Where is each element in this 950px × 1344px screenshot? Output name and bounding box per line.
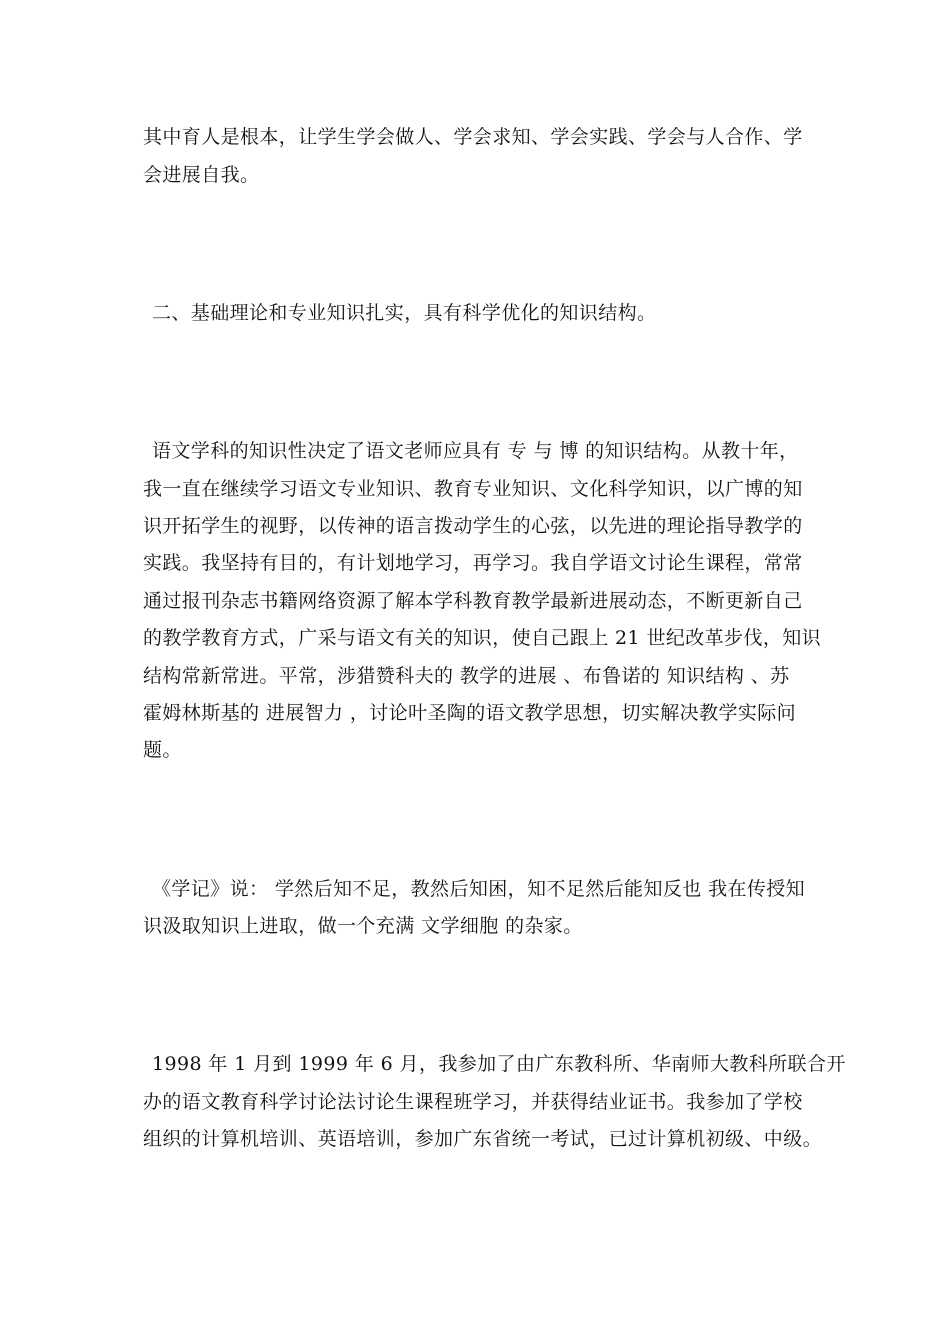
- paragraph-3-line-5: 通过报刊杂志书籍网络资源了解本学科教育教学最新进展动态，不断更新自己: [143, 590, 803, 612]
- paragraph-3-line-1: 语文学科的知识性决定了语文老师应具有 专 与 博 的知识结构。从教十年，: [152, 440, 799, 462]
- paragraph-3-line-6: 的教学教育方式，广采与语文有关的知识，使自己跟上 21 世纪改革步伐，知识: [143, 627, 822, 649]
- paragraph-3-line-2: 我一直在继续学习语文专业知识、教育专业知识、文化科学知识，以广博的知: [143, 478, 803, 500]
- paragraph-1-line-2: 会进展自我。: [143, 164, 260, 186]
- paragraph-3-line-7: 结构常新常进。平常，涉猎赞科夫的 教学的进展 、布鲁诺的 知识结构 、苏: [143, 665, 790, 687]
- paragraph-4-line-2: 识汲取知识上进取，做一个充满 文学细胞 的杂家。: [143, 915, 583, 937]
- paragraph-3-line-9: 题。: [143, 739, 182, 761]
- paragraph-3-line-3: 识开拓学生的视野，以传神的语言拨动学生的心弦，以先进的理论指导教学的: [143, 515, 803, 537]
- paragraph-3-line-8: 霍姆林斯基的 进展智力 ，讨论叶圣陶的语文教学思想，切实解决教学实际问: [143, 702, 797, 724]
- paragraph-5-line-2: 办的语文教育科学讨论法讨论生课程班学习，并获得结业证书。我参加了学校: [143, 1091, 803, 1113]
- paragraph-5-line-1: 1998 年 1 月到 1999 年 6 月，我参加了由广东教科所、华南师大教科所联合开: [152, 1053, 846, 1075]
- section-heading: 二、基础理论和专业知识扎实，具有科学优化的知识结构。: [152, 302, 657, 324]
- paragraph-1-line-1: 其中育人是根本，让学生学会做人、学会求知、学会实践、学会与人合作、学: [143, 126, 803, 148]
- paragraph-3-line-4: 实践。我坚持有目的，有计划地学习，再学习。我自学语文讨论生课程，常常: [143, 552, 803, 574]
- paragraph-5-line-3: 组织的计算机培训、英语培训，参加广东省统一考试，已过计算机初级、中级。: [143, 1128, 823, 1150]
- paragraph-4-line-1: 《学记》说： 学然后知不足，教然后知困，知不足然后能知反也 我在传授知: [152, 878, 806, 900]
